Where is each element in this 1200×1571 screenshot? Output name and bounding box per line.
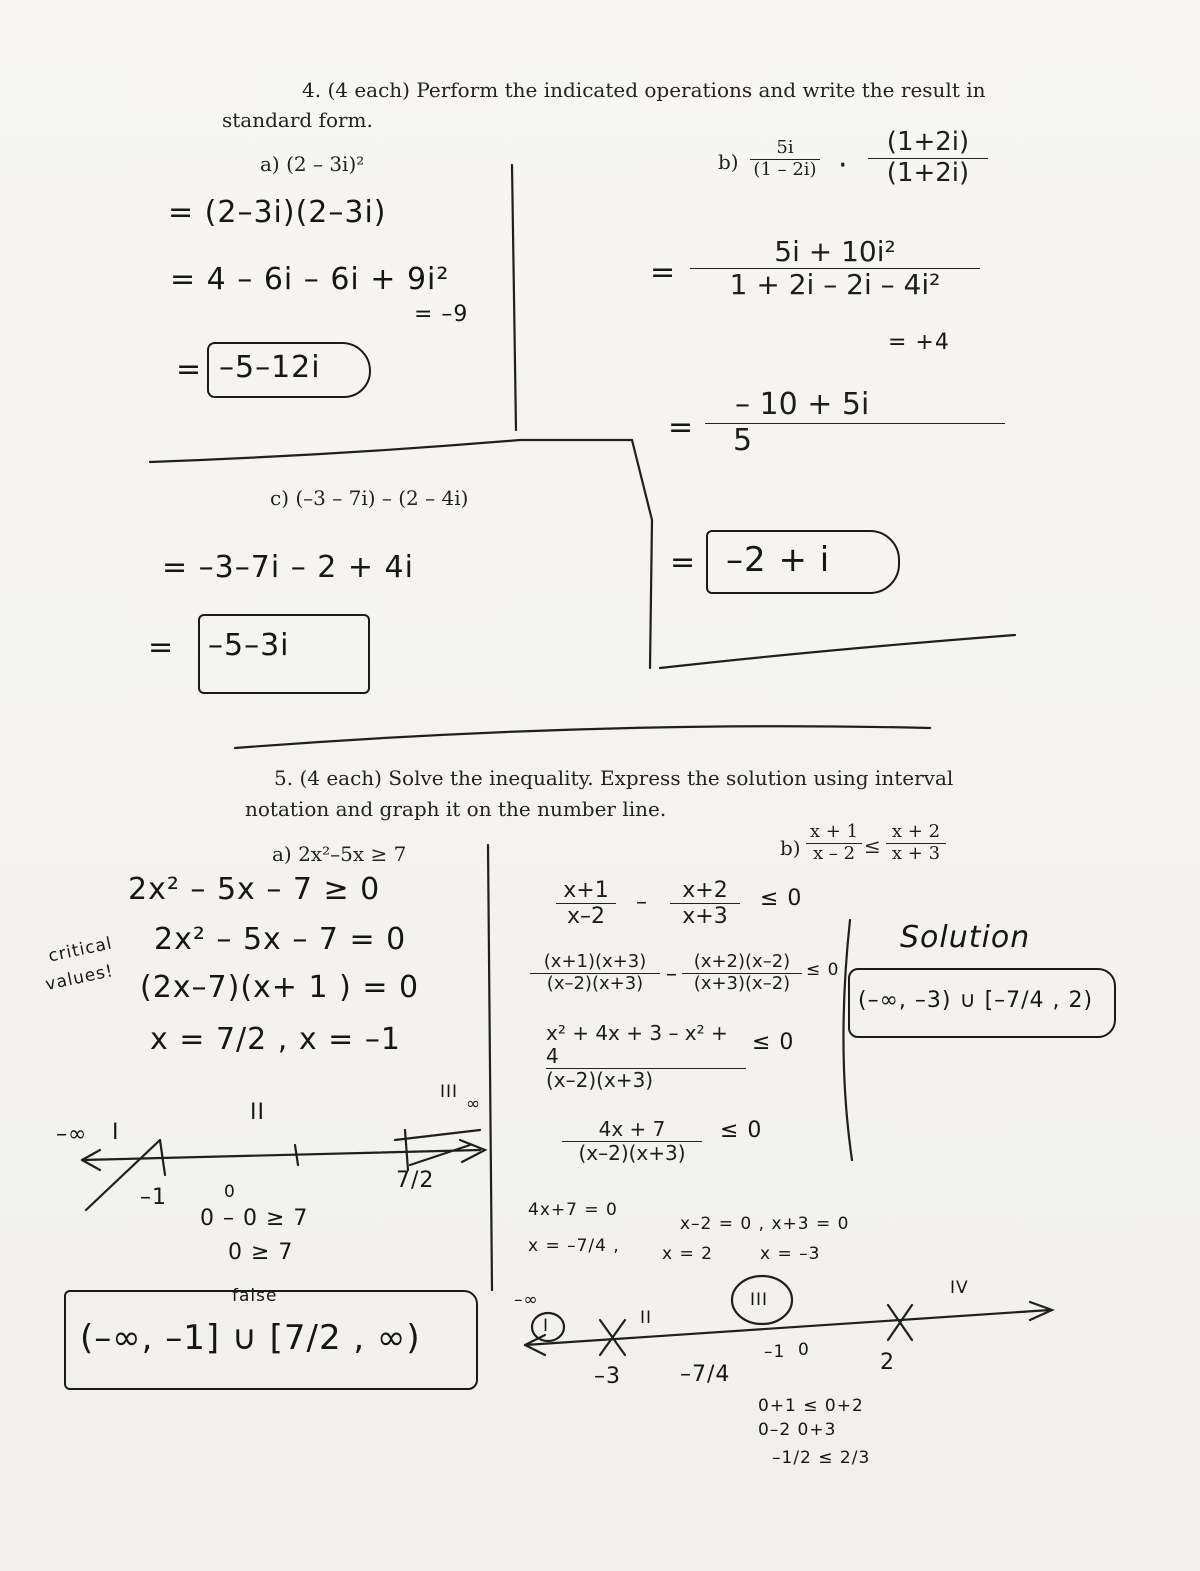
p5a-line-minus1: –1 [140, 1185, 167, 1210]
p4b-eq-3: = [670, 545, 697, 580]
p5b-test-3: –1/2 ≤ 2/3 [772, 1448, 871, 1468]
p5b-ineq-right-num: x + 2 [891, 821, 941, 842]
p5a-test-3: false [232, 1286, 278, 1306]
p4b-step1-num: 5i + 10i² [774, 235, 896, 268]
p5b-ineq-rel: ≤ [864, 834, 881, 858]
p4b-step1 [690, 236, 980, 301]
divider-4-horizontal [150, 440, 632, 462]
p4b-mult-den: (1+2i) [868, 158, 988, 189]
p4b-step2 [705, 388, 1005, 458]
p5b-label: b) [780, 836, 801, 860]
p5b-zero-1: 4x+7 = 0 [528, 1200, 618, 1220]
p4b-step1-den: 1 + 2i – 2i – 4i² [690, 268, 980, 301]
p4b-mult-num: (1+2i) [886, 127, 970, 157]
p4c-step: = –3–7i – 2 + 4i [162, 550, 414, 585]
p5b-zero-4: x = 2 [662, 1244, 713, 1264]
p5b-line-minus1: –1 [764, 1342, 786, 1362]
p5b-ineq-right-den: x + 3 [886, 843, 946, 865]
p5b-solution-label: Solution [900, 920, 1031, 955]
p4b-step2-num: – 10 + 5i [735, 387, 870, 422]
p4a-answer-prefix: = [176, 352, 203, 387]
p5b-zero-5: x = –3 [760, 1244, 821, 1264]
p5b-answer-box [848, 968, 1116, 1038]
p5a-step-4: x = 7/2 , x = –1 [150, 1022, 401, 1057]
p5-header-line2: notation and graph it on the number line. [245, 797, 667, 821]
p5b-line-minus3: –3 [594, 1364, 621, 1389]
p4b-dot: · [838, 148, 849, 183]
p4b-label: b) [718, 150, 739, 174]
p5-header-line1: 5. (4 each) Solve the inequality. Express the solution using interval [274, 766, 954, 790]
p5a-side-note-2: values! [43, 961, 116, 995]
p5a-line-neg-inf: –∞ [56, 1122, 88, 1147]
p4b-eq-2: = [668, 410, 695, 445]
p5a-answer-box [64, 1290, 478, 1390]
p4a-answer-box [207, 342, 371, 398]
divider-4b-bottom [660, 635, 1015, 668]
p4a-step-1: = (2–3i)(2–3i) [168, 195, 387, 230]
p4b-fraction [750, 138, 820, 180]
p4c-answer: –5–3i [208, 628, 290, 663]
p5b-test-1: 0+1 ≤ 0+2 [758, 1396, 864, 1416]
p5b-work1-op: – [636, 890, 648, 915]
p5a-line-seven-half: 7/2 [396, 1168, 435, 1193]
p5a-side-note-1: critical [46, 933, 115, 967]
divider-section [235, 726, 930, 748]
p5b-work4: $\frac{4x + 7}{(x-2)(x+3)}$ [562, 1118, 702, 1165]
p5b-ineq-right [886, 822, 946, 864]
p4c-answer-box [198, 614, 370, 694]
p5b-work1-rel: ≤ 0 [760, 886, 803, 911]
p4-header-line1: 4. (4 each) Perform the indicated operations and write the result in [302, 78, 986, 102]
divider-4b-edge [632, 440, 652, 668]
p5b-line-region-4: IV [950, 1278, 969, 1298]
p5b-work4-rel: ≤ 0 [720, 1118, 763, 1143]
p5b-work2-left: $\frac{(x+1)(x+3)}{(x-2)(x+3)}$ [530, 952, 660, 994]
p4-header-line2: standard form. [222, 108, 373, 132]
p4a-note: = –9 [414, 302, 469, 327]
p5a-line-inf: ∞ [466, 1094, 482, 1114]
p5a-line-region-1: I [112, 1120, 120, 1145]
p4b-mult-fraction [868, 128, 988, 189]
p5b-line-neg-inf: –∞ [514, 1290, 539, 1310]
p5a-label: a) 2x²–5x ≥ 7 [272, 842, 407, 866]
p5b-ineq-left [806, 822, 862, 864]
p4a-answer: –5–12i [219, 350, 321, 385]
p4c-answer-prefix: = [148, 630, 175, 665]
p5b-zero-2: x = –7/4 , [528, 1236, 620, 1256]
p5b-work1-left: $\frac{x+1}{x-2}$ [556, 878, 616, 930]
p5a-step-1: 2x² – 5x – 7 ≥ 0 [128, 872, 381, 907]
p5b-line-region-2: II [640, 1308, 653, 1328]
p5b-line-region-3: III [750, 1290, 769, 1310]
p5b-zero-3: x–2 = 0 , x+3 = 0 [680, 1214, 850, 1234]
p5a-answer: (–∞, –1] ∪ [7/2 , ∞) [80, 1318, 421, 1358]
number-line-b [525, 1310, 1050, 1345]
p4b-den: (1 – 2i) [750, 159, 820, 181]
p4b-answer: –2 + i [726, 540, 831, 580]
p5b-work2-right: $\frac{(x+2)(x-2)}{(x+3)(x-2)}$ [682, 952, 802, 994]
p5b-line-region-1: I [543, 1316, 550, 1336]
p4b-num: 5i [776, 137, 794, 158]
p5b-work3-rel: ≤ 0 [752, 1030, 795, 1055]
p4b-answer-box [706, 530, 900, 594]
solution-bracket [843, 920, 852, 1160]
p5a-test-1: 0 – 0 ≥ 7 [200, 1206, 309, 1231]
p4b-step2-den: 5 [705, 423, 1005, 459]
p5b-ineq-left-den: x – 2 [806, 843, 862, 865]
p5b-ineq-left-num: x + 1 [809, 821, 859, 842]
cross-2 [888, 1305, 912, 1340]
p5b-test-2: 0–2 0+3 [758, 1420, 837, 1440]
p5b-work3: $\frac{\text{x² + 4x + 3 – x² + 4}}{(x-2)(x+3)}$ [546, 1022, 746, 1092]
divider-5-vertical [488, 845, 492, 1290]
p4a-step-2: = 4 – 6i – 6i + 9i² [170, 262, 450, 297]
p5b-line-minus-7-4: –7/4 [680, 1362, 731, 1387]
p4b-eq-1: = [650, 255, 677, 290]
p5a-step-2: 2x² – 5x – 7 = 0 [154, 922, 407, 957]
p5a-step-3: (2x–7)(x+ 1 ) = 0 [140, 970, 420, 1005]
p5a-line-region-3: III [440, 1082, 459, 1102]
p5a-line-region-2: II [250, 1100, 265, 1125]
p5b-answer: (–∞, –3) ∪ [–7/4 , 2) [858, 988, 1094, 1013]
p5a-test-2: 0 ≥ 7 [228, 1240, 294, 1265]
p4c-label: c) (–3 – 7i) – (2 – 4i) [270, 486, 469, 510]
p4b-step1-note: = +4 [888, 330, 950, 355]
divider-4-vertical [512, 165, 516, 430]
p5b-work2-op: – [666, 962, 678, 987]
p5b-line-zero: 0 [798, 1340, 810, 1360]
p5a-line-zero: 0 [224, 1182, 236, 1202]
p5b-work2-rel: ≤ 0 [806, 960, 840, 980]
p5b-work1-right: $\frac{x+2}{x+3}$ [670, 878, 740, 930]
p4a-label: a) (2 – 3i)² [260, 152, 365, 176]
p5b-line-two: 2 [880, 1350, 895, 1375]
